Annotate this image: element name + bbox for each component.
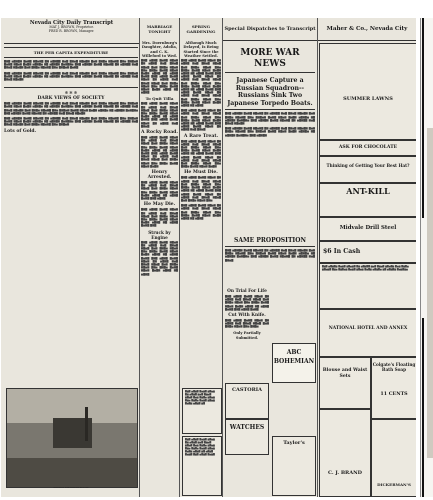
masthead-proprietor: MAT J. BROWN, Proprietor.: [49, 25, 94, 29]
column-four: MORE WAR NEWS Japanese Capture a Russian Squadron--Russians Sink Two Japanese Torpedo Boats. ▇▆▇ ▅▇▆▇▆ ▇▅▆▇ ▆▇▅▆▇ ▇▆ ▅▇▆▇▇ ▆▅▇ ▇▆▅▇ ▆▇▅▇▆ ▇▅▆ ▇▆▇▅ ▆▇▅▆▇ ▇▆▅ ▇▆▇▅▆ ▇▅▆▇ ▆▇▅▆ ▇▅▇▆ ▅▇▆▇▅ ▆▇ ▅▇▆▇▆ ▇▅▆▇▆▅ ▇▆▇ ▅▇▆▇▆ ▇▅▆▇ ▆▇▅▆▇ ▇▆ ▅▇▆▇▇ ▆▅▇ ▇▆▅▇ ▆▇▅▇▆ ▇▆▇ ▅▇▆▇▆ ▇▅▆▇ ▆▇▅▆▇ ▇▆ ▅▇▆▇▇ ▆▅▇ ▇▆▅▇ ▆▇▅▇▆ ▇▅▆ ▇▆▇▅ ▆▇▅▆▇ ▇▆▅ ▇▆▇▅▆ ▇▅▆▇ ▆▇▅▆ ▇▅▇▆ ▅▇▆▇▅ ▆▇ ▅▇▆▇▆ ▇▅▆▇▆▅ ▇▆▇ ▅▇▆▇▆: [225, 48, 315, 137]
headline-rare-treat: A Rare Treat.: [183, 133, 219, 139]
ad-dickerman-label: DICKERMAN'S: [377, 482, 411, 487]
ad-six-cash-label: $6 In Cash: [323, 248, 361, 255]
ad-summer-lawns: [319, 43, 416, 140]
ad-chocolate-label: ASK FOR CHOCOLATE: [338, 145, 398, 150]
column-four-lower: SAME PROPOSITION ▇▆▇ ▅▇▆▇▆ ▇▅▆▇ ▆▇▅▆▇ ▇▆ ▅▇▆▇▇ ▆▅▇ ▇▆▅▇ ▆▇▅▇▆ ▇▅▆ ▇▆▇▅ ▆▇▅▆▇ ▇▆▅ ▇▆▇▅▆ ▇▅▆▇ ▆▇▅▆ ▇▅▇▆ ▅▇▆▇▅ ▆▇ ▅▇▆▇▆ ▇▅▆▇▆▅ ▇▆▇ ▅▇▆▇▆ ▇▅▆▇ ▆▇▅▆▇ ▇▆ ▅▇▆▇▇ ▆▅▇ ▇▆▅▇: [225, 237, 315, 262]
ad-notice-block: ▇▆▇ ▅▇▆▇▆ ▇▅▆▇ ▆▇▅▆▇ ▇▆ ▅▇▆▇▇ ▆▅▇ ▇▆▅▇ ▆▇▅▇▆ ▇▅▆ ▇▆▇▅ ▆▇▅▆▇ ▇▆▅ ▇▆▇▅▆ ▇▅▆▇ ▆▇▅▆ ▇▅▇▆ ▅▇▆▇▅ ▆▇ ▅▇▆▇▆ ▇▅▆▇▆▅: [319, 263, 416, 309]
column-rule: [317, 18, 318, 497]
column-rule: [139, 18, 140, 497]
headline-henry-arrested: Henry Arrested.: [147, 170, 172, 181]
ad-taylors: [272, 436, 316, 496]
headline-japanese-capture: Japanese Capture a Russian Squadron--Russians Sink Two Japanese Torpedo Boats.: [227, 77, 313, 107]
banner-marriage: MARRIAGE TONIGHT: [146, 24, 173, 34]
column-four-left: On Trial For Life ▇▆▇ ▅▇▆▇ ▇▅▆▇ ▆▇▅▆ ▇▆ ▅▇▆▇ ▆▅▇ ▇▆▅▇ ▆▇▅▇ ▇▅▆ ▇▆▇▅ ▆▇▅▆ ▇▆▅ ▇▆▇▅ ▇▅▆▇ ▆▇▅▆ ▇▅▇▆ ▅▇▆▇ ▆▇ ▅▇▆▇ ▇▅▆▇ ▇▆▇ ▅▇▆▇ ▇▅▆▇ Cut With Knife. ▇▆▇ ▅▇▆▇ ▇▅▆▇ ▆▇▅▆ ▇▆ ▅▇▆▇ ▆▅▇ ▇▆▅▇ ▆▇▅▇ ▇▅▆ ▇▆▇▅ ▆▇▅▆ ▇▆▅ ▇▆▇▅ Only Partially Submitted.: [225, 289, 269, 340]
newspaper-page: [1, 18, 416, 497]
masthead-title: Nevada City Daily Transcript: [29, 20, 114, 26]
masthead-manager: FRED R. BROWN, Manager.: [48, 28, 95, 33]
dredging-illustration: [6, 388, 138, 488]
ad-best-hat-label: Thinking of Getting Your Best Hat?: [326, 163, 410, 168]
ad-dickerman: [371, 419, 416, 497]
ad-colgate-label: Colgate's Floating Bath Soap: [372, 362, 416, 373]
column-one: THE PER CAPITA EXPENDITURE ▇▆▇ ▅▇▆▇▆ ▇▅▆▇ ▆▇▅▆▇ ▇▆ ▅▇▆▇▇ ▆▅▇ ▇▆▅▇ ▆▇▅▇▆ ▇▅▆ ▇▆▇▅ ▆▇▅▆▇ ▇▆▅ ▇▆▇▅▆ ▇▅▆▇ ▆▇▅▆ ▇▅▇▆ ▅▇▆▇▅ ▆▇ ▅▇▆▇▆ ▇▅▆▇▆▅ ▇▆▇ ▅▇▆▇▆ ▇▅▆▇ ▆▇▅▆▇ ▇▆ ▅▇▆▇▇ ▆▅▇ ▇▆▅▇ ▆▇▅▇▆ ▇▅▆ ▇▆▇▅ ▆▇▅▆▇ ▇▆▅ ▇▆▇▅▆ ▇▅▆▇ ▇▆▇ ▅▇▆▇▆ ▇▅▆▇ ▆▇▅▆▇ ▇▆ ▅▇▆▇▇ ▆▅▇ ▇▆▅▇ ▆▇▅▇▆ ▇▅▆ ▇▆▇▅ ▆▇▅▆▇ ▇▆▅ ▇▆▇▅▆ ▇▅▆▇ ▆▇▅▆ ▇▅▇▆ ▅▇▆▇▅ ▆▇ ▅▇▆▇▆ ▇▅▆▇▆▅ ▇▆▇ ▅▇▆▇▆ ▇▅▆▇ ▆▇▅▆▇ ▇▆ ▅▇▆▇▇ ▆▅▇ ▇▆▅▇ ▆▇▅▇▆ ✻ ✻ ✻ DARK VIEWS OF SOCIETY ▇▆▇ ▅▇▆▇▆ ▇▅▆▇ ▆▇▅▆▇ ▇▆ ▅▇▆▇▇ ▆▅▇ ▇▆▅▇ ▆▇▅▇▆ ▇▅▆ ▇▆▇▅ ▆▇▅▆▇ ▇▆▅ ▇▆▇▅▆ ▇▅▆▇ ▆▇▅▆ ▇▅▇▆ ▅▇▆▇▅ ▆▇ ▅▇▆▇▆ ▇▅▆▇▆▅ ▇▆▇ ▅▇▆▇▆ ▇▅▆▇ ▆▇▅▆▇ ▇▆ ▅▇▆▇▇ ▆▅▇ ▇▆▅▇ ▆▇▅▇▆ ▇▅▆ ▇▆▇▅ ▆▇▅▆▇ ▇▆▅ ▇▆▇▅▆ ▇▅▆▇ ▆▇▅▆ ▇▅▇▆ ▅▇▆▇▅ ▆▇ ▅▇▆▇▆ ▇▅▆▇▆▅ ▇▆▇ ▅▇▆▇▆ ▇▅▆▇ ▆▇▅▆▇ ▇▆ ▅▇▆▇▇ ▆▅▇ ▇▆▅▇ ▆▇▅▇▆ ▇▆▇ ▅▇▆▇▆ ▇▅▆▇ ▆▇▅▆▇ ▇▆ ▅▇▆▇▇ ▆▅▇ ▇▆▅▇ ▆▇▅▇▆ ▇▅▆ ▇▆▇▅ ▆▇▅▆▇ ▇▆▅ ▇▆▇▅▆ ▇▅▆▇ ▆▇▅▆ ▇▅▇▆ ▅▇▆▇▅ ▆▇ ▅▇▆▇▆ ▇▅▆▇▆▅ ▇▆▇ ▅▇▆▇▆ ▇▅▆▇ ▆▇▅▆▇ ▇▆ ▅▇▆▇▇ ▆▅▇ ▇▆▅▇ ▆▇▅▇▆ ▇▅▆ ▇▆▇▅ ▆▇▅▆▇ ▇▆▅ ▇▆▇▅▆ Lots of Gold.: [4, 45, 138, 495]
column-rule: [179, 18, 180, 497]
ad-midvale-label: Midvale Drill Steel: [339, 225, 397, 231]
headline-although-delayed: Although Much Delayed, Is Being Started Since the Weather Settled.: [183, 41, 219, 58]
ad-blouse-label: Blouse and Waist Sets: [322, 368, 368, 379]
article-headline-lots-of-gold: Lots of Gold.: [4, 128, 37, 134]
ad-blouse-waist: [319, 357, 371, 409]
column-three: Although Much Delayed, Is Being Started Since the Weather Settled. ▇▆▇ ▅▇▆▇ ▇▅▆▇ ▆▇▅▆ ▇▆ ▅▇▆▇ ▆▅▇ ▇▆▅▇ ▆▇▅▇ ▇▅▆ ▇▆▇▅ ▆▇▅▆ ▇▆▅ ▇▆▇▅ ▇▅▆▇ ▆▇▅▆ ▇▅▇▆ ▅▇▆▇ ▆▇ ▅▇▆▇ ▇▅▆▇ ▇▆▇ ▅▇▆▇ ▇▅▆▇ ▆▇▅▆ ▇▆ ▅▇▆▇ ▆▅▇ ▇▆▅▇ ▆▇▅▇ ▇▅▆ ▇▆▇▅ ▆▇▅▆ ▇▆▅ ▇▆▇▅ ▇▅▆▇ ▆▇▅▆ ▇▅▇▆ ▅▇▆▇ ▆▇ ▅▇▆▇ ▇▅▆▇ ▇▆▇ ▅▇▆▇ ▇▅▆▇ ▆▇▅▆ ▇▆ ▅▇▆▇ ▆▅▇ ▇▆▅▇ ▆▇▅▇ ▇▅▆ ▇▆▇▅ ▆▇▅▆ ▇▆▅ ▇▆▇▅ ▇▅▆▇ ▆▇▅▆ ▇▅▇▆ ▅▇▆▇ ▆▇ ▅▇▆▇ ▇▆▇ ▅▇▆▇ ▇▅▆▇ ▆▇▅▆ ▇▆ ▅▇▆▇ ▆▅▇ ▇▆▅▇ ▆▇▅▇ ▇▅▆ ▇▆▇▅ ▆▇▅▆ ▇▆▅ ▇▆▇▅ ▇▅▆▇ ▆▇▅▆ ▇▅▇▆ ▅▇▆▇ ▆▇ ▅▇▆▇ ▇▅▆▇ ▇▆▇ ▅▇▆▇ ▇▅▆▇ ▆▇▅▆ ▇▆ ▅▇▆▇ ▆▅▇ ▇▆▅▇ A Rare Treat. ▇▆▇ ▅▇▆▇ ▇▅▆▇ ▆▇▅▆ ▇▆ ▅▇▆▇ ▆▅▇ ▇▆▅▇ ▆▇▅▇ ▇▅▆ ▇▆▇▅ ▆▇▅▆ ▇▆▅ ▇▆▇▅ ▇▅▆▇ ▆▇▅▆ ▇▅▇▆ ▅▇▆▇ ▆▇ ▅▇▆▇ ▇▅▆▇ ▇▆▇ ▅▇▆▇ ▇▅▆▇ ▆▇▅▆ ▇▆ ▅▇▆▇ ▆▅▇ ▇▆▅▇ ▆▇▅▇ ▇▅▆ ▇▆▇▅ ▆▇▅▆ ▇▆▅ ▇▆▇▅ ▇▅▆▇ ▆▇▅▆ ▇▅▇▆ He Must Die. ▇▆▇ ▅▇▆▇ ▇▅▆▇ ▆▇▅▆ ▇▆ ▅▇▆▇ ▆▅▇ ▇▆▅▇ ▆▇▅▇ ▇▅▆ ▇▆▇▅ ▆▇▅▆ ▇▆▅ ▇▆▇▅ ▇▅▆▇ ▆▇▅▆ ▇▅▇▆ ▅▇▆▇ ▆▇ ▅▇▆▇ ▇▅▆▇ ▇▆▇ ▅▇▆▇ ▇▅▆▇ ▆▇▅▆ ▇▆ ▅▇▆▇ ▆▅▇ ▇▆▅▇ ▆▇▅▇ ▇▅▆ ▇▆▇▅ ▆▇▅▆ ▇▆▅ ▇▆▇ ▅▇▆▇ ▇▅▆▇ ▆▇▅▆ ▇▆ ▅▇▆▇ ▆▅▇ ▇▆▅▇ ▆▇▅▇ ▇▅▆ ▇▆▇▅ ▆▇▅▆ ▇▆▅ ▇▆▇▅ ▇▅▆▇ ▆▇▅▆ ▇▅▇▆ ▅▇▆▇ ▆▇ ▅▇▆▇: [181, 41, 221, 220]
ad-castoria-label: CASTORIA: [232, 387, 262, 393]
ad-watches: [225, 419, 269, 455]
headline-rocky-road: A Rocky Road.: [141, 130, 178, 136]
column-two: Mrs. Doernburg's Daughter, Adolia, and C. K. Willeford to Wed. ▇▆▇ ▅▇▆▇ ▇▅▆▇ ▆▇▅▆ ▇▆ ▅▇▆▇ ▆▅▇ ▇▆▅▇ ▆▇▅▇ ▇▅▆ ▇▆▇▅ ▆▇▅▆ ▇▆▅ ▇▆▇▅ ▇▅▆▇ ▆▇▅▆ ▇▅▇▆ ▅▇▆▇ ▆▇ ▅▇▆▇ ▇▅▆▇ ▇▆▇ ▅▇▆▇ ▇▅▆▇ ▆▇▅▆ ▇▆ ▅▇▆▇ ▆▅▇ ▇▆▅▇ ▆▇▅▇ ▇▅▆ ▇▆▇▅ ▆▇▅▆ ▇▆▅ ▇▆▇▅ ▇▅▆▇ ▆▇▅▆ ▇▅▇▆ ▅▇▆▇ ▆▇ ▅▇▆▇ To Quit Tilla ▇▆▇ ▅▇▆▇ ▇▅▆▇ ▆▇▅▆ ▇▆ ▅▇▆▇ ▆▅▇ ▇▆▅▇ ▆▇▅▇ ▇▅▆ ▇▆▇▅ ▆▇▅▆ ▇▆▅ ▇▆▇▅ ▇▅▆▇ ▆▇▅▆ ▇▅▇▆ ▅▇▆▇ ▆▇ ▅▇▆▇ ▇▅▆▇ ▇▆▇ ▅▇▆▇ ▇▅▆▇ ▆▇▅▆ ▇▆ ▅▇▆▇ ▆▅▇ ▇▆▅▇ A Rocky Road. ▇▆▇ ▅▇▆▇ ▇▅▆▇ ▆▇▅▆ ▇▆ ▅▇▆▇ ▆▅▇ ▇▆▅▇ ▆▇▅▇ ▇▅▆ ▇▆▇▅ ▆▇▅▆ ▇▆▅ ▇▆▇▅ ▇▅▆▇ ▆▇▅▆ ▇▅▇▆ ▅▇▆▇ ▆▇ ▅▇▆▇ ▇▅▆▇ ▇▆▇ ▅▇▆▇ ▇▅▆▇ ▆▇▅▆ ▇▆ ▅▇▆▇ ▆▅▇ ▇▆▅▇ ▆▇▅▇ ▇▅▆ ▇▆▇▅ ▆▇▅▆ ▇▆▅ ▇▆▇▅ ▇▅▆▇ ▆▇▅▆ ▇▅▇▆ Henry Arrested. ▇▆▇ ▅▇▆▇ ▇▅▆▇ ▆▇▅▆ ▇▆ ▅▇▆▇ ▆▅▇ ▇▆▅▇ ▆▇▅▇ ▇▅▆ ▇▆▇▅ ▆▇▅▆ ▇▆▅ ▇▆▇▅ ▇▅▆▇ ▆▇▅▆ ▇▅▇▆ ▅▇▆▇ ▆▇ ▅▇▆▇ ▇▅▆▇ ▇▆▇ ▅▇▆▇ He May Die. ▇▆▇ ▅▇▆▇ ▇▅▆▇ ▆▇▅▆ ▇▆ ▅▇▆▇ ▆▅▇ ▇▆▅▇ ▆▇▅▇ ▇▅▆ ▇▆▇▅ ▆▇▅▆ ▇▆▅ ▇▆▇▅ ▇▅▆▇ ▆▇▅▆ ▇▅▇▆ ▅▇▆▇ ▆▇ ▅▇▆▇ ▇▅▆▇ ▇▆▇ Struck by Engine ▇▆▇ ▅▇▆▇ ▇▅▆▇ ▆▇▅▆ ▇▆ ▅▇▆▇ ▆▅▇ ▇▆▅▇ ▆▇▅▇ ▇▅▆ ▇▆▇▅ ▆▇▅▆ ▇▆▅ ▇▆▇▅ ▇▅▆▇ ▆▇▅▆ ▇▅▇▆ ▅▇▆▇ ▆▇ ▅▇▆▇ ▇▅▆▇ ▇▆▇ ▅▇▆▇ ▇▅▆▇ ▆▇▅▆ ▇▆ ▅▇▆▇ ▆▅▇ ▇▆▅▇ ▆▇▅▇ ▇▅▆ ▇▆▇▅ ▆▇▅▆ ▇▆▅ ▇▆▇▅ ▇▅▆▇ ▆▇▅▆ ▇▅▇▆ ▅▇▆▇ ▆▇ ▅▇▆▇: [141, 41, 178, 276]
ad-cj-brand-label: C. J. BRAND: [328, 470, 362, 476]
ad-small-notice: ▇▆▇ ▅▇▆▇ ▇▅▆▇ ▆▇▅▆ ▇▆ ▅▇▆▇ ▆▅▇ ▇▆▅▇ ▆▇▅▇ ▇▅▆ ▇▆▇▅ ▆▇▅▆ ▇▆▅ ▇▆▇▅ ▇▅▆▇ ▆▇▅▆ ▇▅▇▆ ▅▇▆▇ ▆▇ ▅▇▆▇ ▇▅▆▇ ▇▆▇ ▅▇▆▇ ▇▅▆▇: [182, 436, 222, 496]
page-edge: [420, 18, 433, 497]
ad-eleven-cents: 11 CENTS: [380, 390, 408, 397]
ad-ant-kill: [319, 183, 416, 217]
ad-summer-lawns-label: SUMMER LAWNS: [343, 96, 393, 102]
masthead: [4, 19, 139, 44]
ad-midvale: [319, 217, 416, 241]
headline-he-must-die: He Must Die.: [184, 170, 218, 176]
headline-he-may-die: He May Die.: [143, 202, 176, 208]
headline-more-war-news: MORE WAR NEWS: [240, 48, 300, 69]
dredging-caption: MINERS DREDGING SCENE: [53, 487, 89, 489]
column-rule: [222, 18, 223, 497]
ad-castoria: [225, 383, 269, 419]
ad-ant-kill-label: ANT-KILL: [346, 186, 390, 196]
headline-struck-by-engine: Struck by Engine: [148, 229, 171, 240]
ad-abc-bohemian: [272, 343, 316, 383]
headline-same-proposition: SAME PROPOSITION: [234, 237, 306, 244]
headline-mrs-doernburg: Mrs. Doernburg's Daughter, Adolia, and C. K. Willeford to Wed.: [141, 41, 178, 58]
article-headline-dark-views: DARK VIEWS OF SOCIETY: [37, 96, 105, 102]
headline-cut-with-knife: Cut With Knife.: [228, 313, 266, 319]
ad-chocolate: [319, 140, 416, 156]
banner-spring-gardening: SPRING GARDENING: [186, 24, 216, 34]
banner-special-dispatches: Special Dispatches to Transcript: [223, 18, 317, 41]
article-headline-per-capita: THE PER CAPITA EXPENDITURE: [33, 50, 109, 55]
ad-six-cash: [319, 241, 416, 263]
headline-to-quit-tilla: To Quit Tilla: [145, 96, 174, 102]
ad-cj-brand: [319, 409, 371, 497]
headline-on-trial: On Trial For Life: [227, 289, 267, 294]
headline-only-partially: Only Partially Submitted.: [233, 330, 261, 340]
ad-abc-label: ABC BOHEMIAN: [273, 349, 315, 365]
ad-colgate: [371, 357, 416, 419]
ad-national-hotel: [319, 309, 416, 357]
ad-small-notice: ▇▆▇ ▅▇▆▇ ▇▅▆▇ ▆▇▅▆ ▇▆ ▅▇▆▇ ▆▅▇ ▇▆▅▇ ▆▇▅▇ ▇▅▆ ▇▆▇▅ ▆▇▅▆ ▇▆▅ ▇▆▇▅ ▇▅▆▇ ▆▇▅▆ ▇▅▇▆ ▅▇▆▇ ▆▇: [182, 388, 222, 434]
ad-watches-label: WATCHES: [229, 424, 265, 431]
ad-taylors-label: Taylor's: [283, 440, 305, 446]
banner-maher-co: Maher & Co., Nevada City: [318, 18, 416, 41]
ad-best-hat: [319, 156, 416, 183]
ad-national-hotel-label: NATIONAL HOTEL AND ANNEX: [328, 326, 408, 331]
